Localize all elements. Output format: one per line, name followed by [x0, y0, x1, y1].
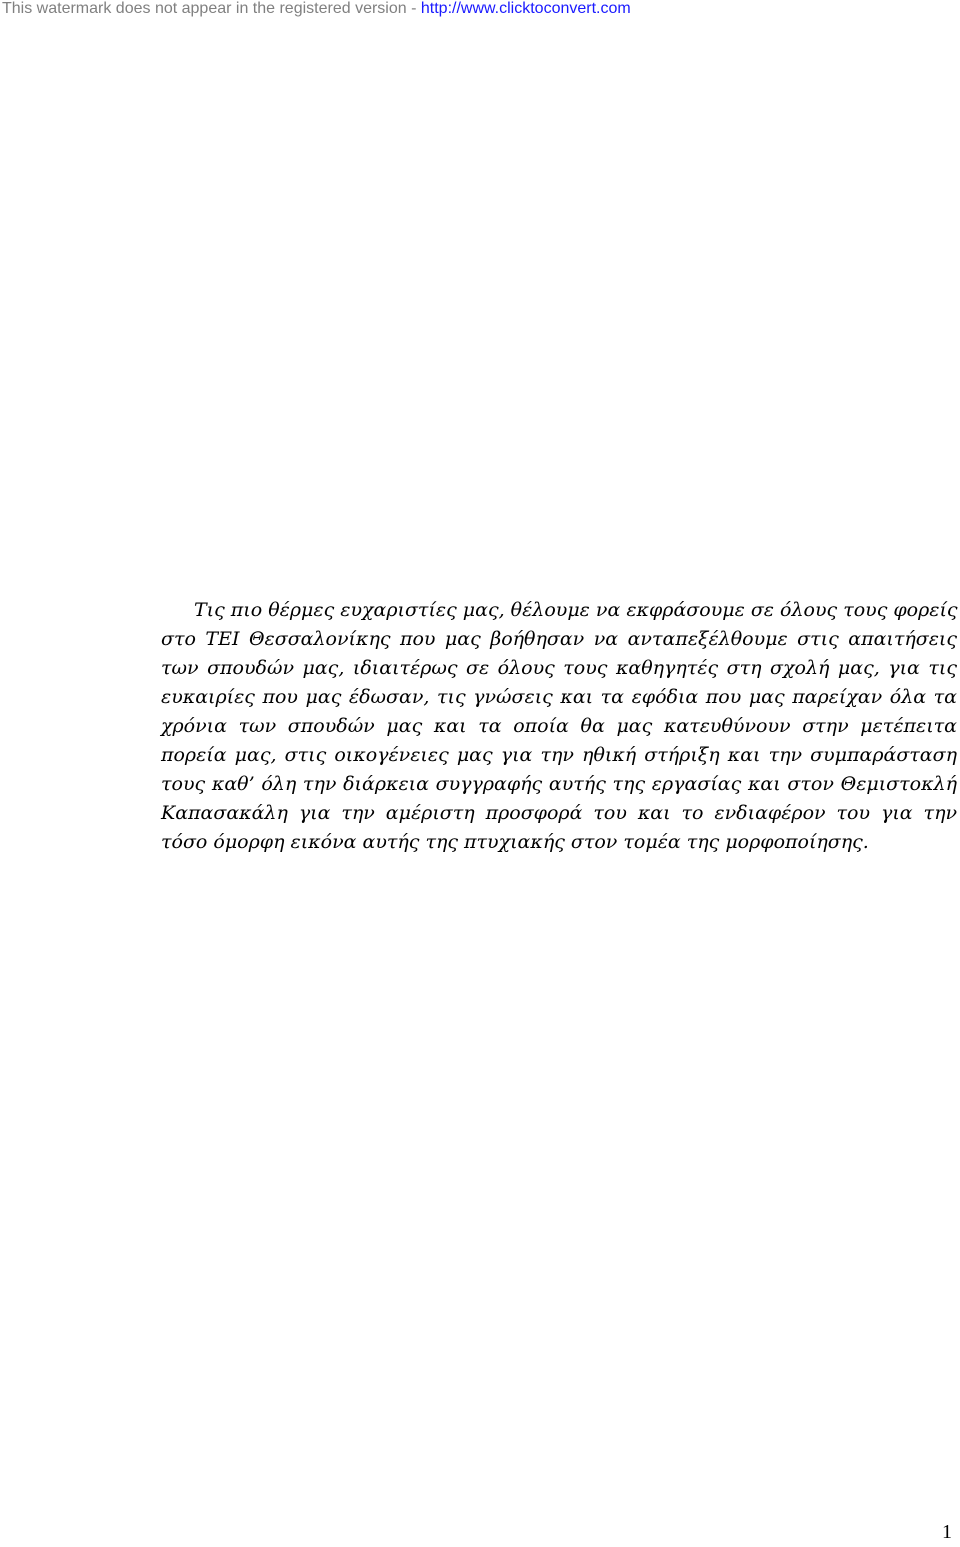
acknowledgement-paragraph [161, 596, 957, 857]
paragraph-line: πορεία μας, στις οικογένειες μας για την ηθική στήριξη και την συμπαράσταση [161, 744, 957, 766]
paragraph-line: χρόνια των σπουδών μας και τα οποία θα μας κατευθύνουν στην μετέπειτα [161, 715, 957, 737]
watermark-link[interactable]: http://www.clicktoconvert.com [420, 0, 631, 17]
watermark-text: This watermark does not appear in the registered version - [2, 0, 421, 17]
paragraph-line: ευκαιρίες που μας έδωσαν, τις γνώσεις και τα εφόδια που μας παρείχαν όλα τα [161, 686, 957, 708]
watermark-banner [2, 0, 631, 18]
paragraph-line: στο ΤΕΙ Θεσσαλονίκης που μας βοήθησαν να ανταπεξέλθουμε στις απαιτήσεις [161, 628, 957, 650]
paragraph-line: τους καθ’ όλη την διάρκεια συγγραφής αυτής της εργασίας και στον Θεμιστοκλή [161, 773, 957, 795]
paragraph-line: Καπασακάλη για την αμέριστη προσφορά του και το ενδιαφέρον του για την [161, 802, 957, 824]
page-number: 1 [942, 1521, 952, 1543]
paragraph-line: των σπουδών μας, ιδιαιτέρως σε όλους τους καθηγητές στη σχολή μας, για τις [161, 657, 957, 679]
paragraph-line: Τις πιο θέρμες ευχαριστίες μας, θέλουμε να εκφράσουμε σε όλους τους φορείς [194, 599, 958, 621]
paragraph-line: τόσο όμορφη εικόνα αυτής της πτυχιακής στον τομέα της μορφοποίησης. [161, 831, 869, 853]
